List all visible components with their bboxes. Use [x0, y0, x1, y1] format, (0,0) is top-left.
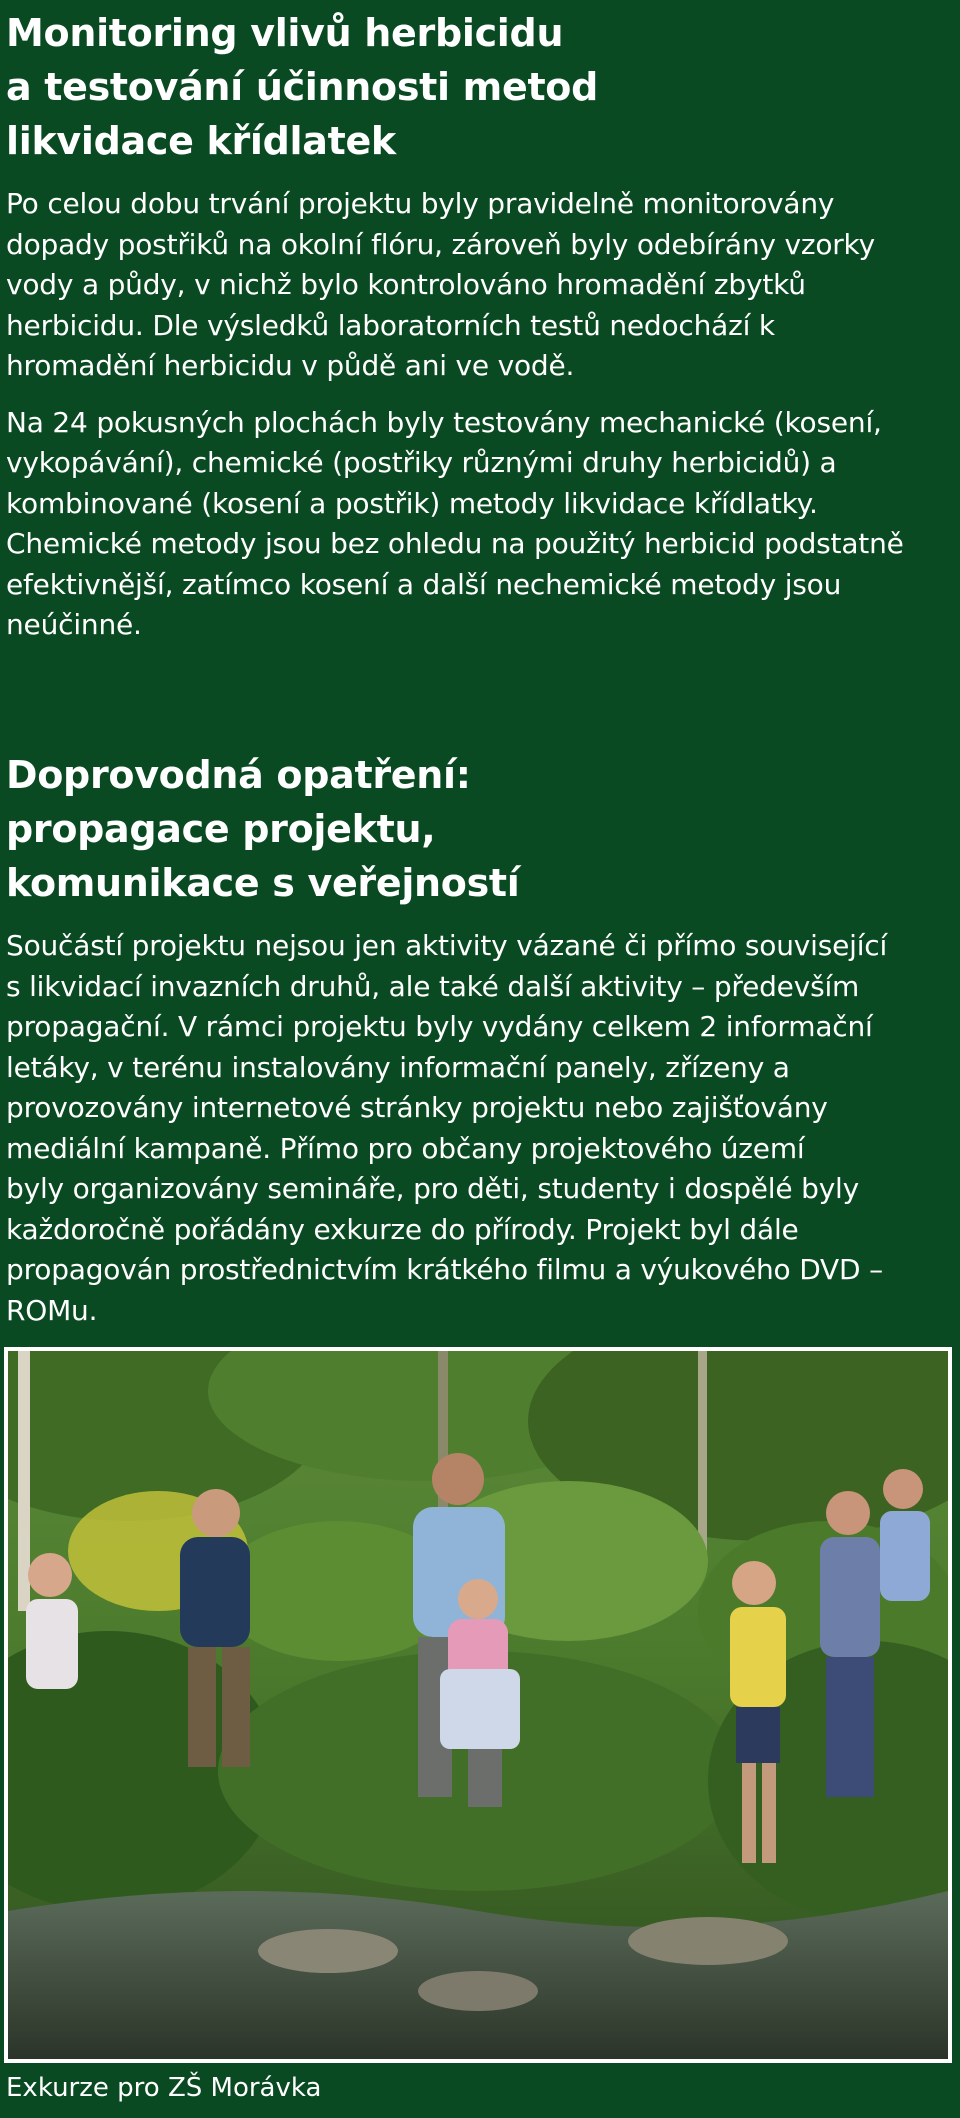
heading-line: a testování účinnosti metod [6, 65, 599, 109]
section-heading-promotion [6, 748, 954, 910]
heading-line: likvidace křídlatek [6, 119, 396, 163]
paragraph-monitoring-results: Po celou dobu trvání projektu byly pravidelně monitorovány dopady postřiků na okolní flóru, zároveň byly odebírány vzorky vody a půdy, v nichž bylo kontrolováno hromadění zbytků herbicidu. Dle výsledků laboratorních testů nedochází k hromadění herbicidu v půdě ani ve vodě. [6, 187, 875, 382]
section-heading-monitoring [6, 6, 954, 168]
heading-line: Monitoring vlivů herbicidu [6, 11, 564, 55]
heading-line: Doprovodná opatření: [6, 753, 471, 797]
section-monitoring [6, 6, 954, 646]
paragraph-test-methods: Na 24 pokusných plochách byly testovány mechanické (kosení, vykopávání), chemické (postřiky různými druhy herbicidů) a kombinované (kosení a postřik) metody likvidace křídlatky. Chemické metody jsou bez ohledu na použitý herbicid podstatně efektivnější, zatímco kosení a další nechemické metody jsou neúčinné. [6, 405, 904, 641]
heading-line: komunikace s veřejností [6, 861, 520, 905]
section-promotion [6, 748, 954, 1331]
figure-child-left [26, 1553, 78, 1689]
paragraph-promotion-activities: Součástí projektu nejsou jen aktivity vázané či přímo související s likvidací invazních druhů, ale také další aktivity – především propagační. V rámci projektu byly vydány celkem 2 informační letáky, v terénu instalovány informační panely, zřízeny a provozovány internetové stránky projektu nebo zajišťovány mediální kampaně. Přímo pro občany projektového území byly organizovány semináře, pro děti, studenty i dospělé byly každoročně pořádány exkurze do přírody. Projekt byl dále propagován prostřednictvím krátkého filmu a výukového DVD – ROMu. [6, 929, 888, 1327]
excursion-photo-illustration [8, 1351, 948, 2059]
heading-line: propagace projektu, [6, 807, 436, 851]
photo-caption: Exkurze pro ZŠ Morávka [6, 2073, 322, 2103]
excursion-photo [4, 1347, 952, 2063]
figure-child-right-edge [880, 1469, 930, 1601]
